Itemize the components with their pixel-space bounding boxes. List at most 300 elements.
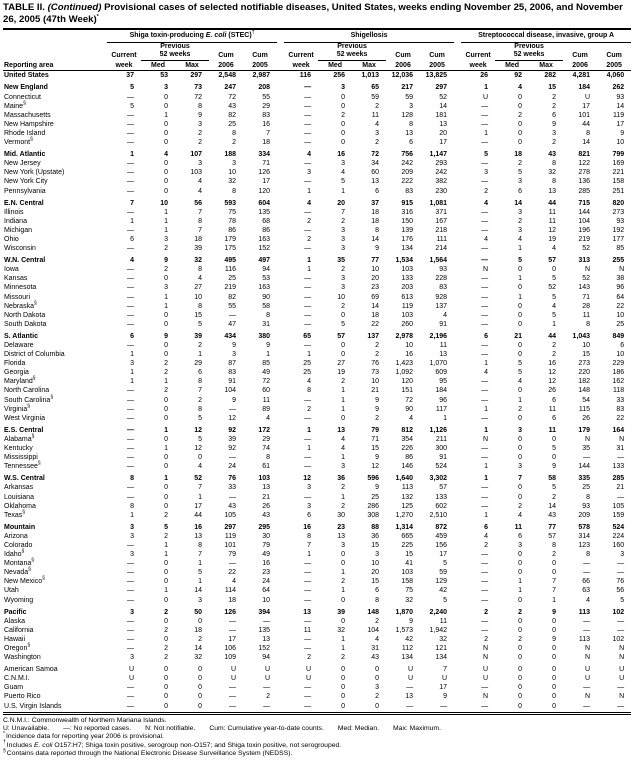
column-gap	[454, 71, 461, 81]
column-gap	[454, 577, 461, 586]
value-cell: —	[127, 187, 134, 195]
reporting-area-cell	[3, 608, 107, 617]
column-gap	[454, 453, 461, 462]
value-cell: 0	[198, 702, 202, 710]
value-cell: —	[406, 684, 414, 692]
value-cell: 2	[518, 635, 523, 643]
value-cell: 27	[194, 284, 202, 292]
column-gap	[454, 483, 461, 492]
weeks52-header: 52 weeks	[495, 51, 563, 60]
value-cell: 37	[126, 72, 134, 80]
value-cell: —	[127, 454, 134, 462]
value-cell: 0	[164, 160, 168, 168]
value-cell: 0	[164, 275, 168, 283]
value-cell: 5	[518, 360, 523, 368]
value-cell: 144	[578, 208, 591, 216]
table-row	[3, 559, 631, 568]
value-cell: 0	[164, 578, 168, 586]
value-cell: 9	[552, 635, 557, 643]
value-cell: 21	[262, 493, 271, 501]
value-cell: 0	[375, 702, 380, 710]
value-cell: 126	[258, 169, 271, 177]
value-cell: 0	[375, 666, 380, 674]
reporting-area-cell	[3, 435, 107, 444]
reporting-area-cell	[3, 293, 107, 302]
column-gap	[454, 168, 461, 177]
reporting-area-label: Tennessee	[4, 463, 38, 471]
med-header: Med	[141, 60, 175, 70]
value-cell: 11	[262, 396, 271, 404]
footnote-marker: §	[28, 566, 31, 573]
value-cell: 0	[198, 454, 202, 462]
value-cell: —	[481, 454, 489, 462]
table-row	[3, 302, 631, 311]
value-cell: 255	[612, 257, 625, 265]
column-gap	[454, 83, 461, 92]
value-cell: 32	[337, 626, 346, 634]
value-cell: 60	[371, 169, 380, 177]
reporting-area-cell	[3, 217, 107, 226]
value-cell: 135	[258, 208, 271, 216]
column-gap	[454, 293, 461, 302]
value-cell: 6	[484, 332, 489, 340]
value-cell: 1	[484, 360, 489, 368]
column-gap	[277, 435, 284, 444]
value-cell: 6	[375, 587, 380, 595]
reporting-area-label: United States	[4, 72, 49, 80]
value-cell: 76	[228, 475, 236, 483]
table-row	[3, 217, 631, 226]
reporting-area-cell	[3, 559, 107, 568]
value-cell: 2	[552, 102, 557, 110]
value-cell: 112	[401, 645, 414, 652]
column-gap	[277, 93, 284, 102]
value-cell: 6	[409, 139, 414, 147]
value-cell: 20	[337, 199, 346, 207]
column-gap	[420, 42, 454, 51]
value-cell: 0	[518, 284, 523, 292]
value-cell: 6	[198, 369, 202, 377]
value-cell: 89	[262, 405, 271, 413]
value-cell: —	[304, 293, 312, 301]
value-cell: 6	[130, 332, 134, 340]
value-cell: 8	[198, 378, 202, 386]
value-cell: 1	[443, 414, 448, 422]
footnote-marker: §	[37, 460, 41, 467]
value-cell: —	[481, 378, 489, 386]
value-cell: 12	[371, 463, 380, 471]
value-cell: 334	[258, 151, 271, 159]
value-cell: 5	[620, 596, 625, 604]
value-cell: 7	[341, 208, 346, 216]
value-cell: 1	[484, 463, 489, 471]
value-cell: —	[481, 702, 489, 710]
value-cell: —	[127, 226, 134, 234]
value-cell: 93	[439, 266, 448, 274]
value-cell: 9	[266, 342, 271, 349]
reporting-area-cell	[3, 596, 107, 605]
value-cell: 0	[552, 645, 557, 652]
current-week-header: Current	[465, 51, 491, 59]
column-gap	[454, 226, 461, 235]
reporting-area-label: Mountain	[4, 523, 36, 531]
column-gap	[277, 274, 284, 283]
table-row	[3, 244, 631, 253]
value-cell: 1	[518, 396, 523, 404]
value-cell: 2	[164, 654, 168, 662]
value-cell: 50	[194, 608, 202, 616]
reporting-area-cell	[3, 177, 107, 186]
value-cell: 2	[518, 608, 523, 616]
value-cell: U	[128, 675, 134, 683]
reporting-area-label: North Dakota	[4, 311, 46, 319]
footnote-text: Contains data reported through the National Electronic Disease Surveillance System (NEDSS).	[6, 749, 293, 757]
value-cell: —	[127, 160, 134, 168]
value-cell: 4	[484, 199, 489, 207]
value-cell: 14	[616, 102, 625, 110]
value-cell: —	[481, 502, 489, 510]
value-cell: 14	[194, 587, 202, 595]
value-cell: —	[127, 645, 134, 652]
value-cell: 25	[228, 120, 236, 128]
value-cell: —	[229, 454, 236, 462]
value-cell: U	[483, 666, 489, 674]
reporting-area-cell	[3, 414, 107, 423]
value-cell: 1	[307, 187, 312, 195]
reporting-area-label: Mississippi	[4, 454, 38, 462]
value-cell: 4	[518, 511, 523, 519]
column-gap	[277, 332, 284, 341]
value-cell: 75	[228, 208, 236, 216]
reporting-area-cell	[3, 702, 107, 711]
column-gap	[277, 235, 284, 244]
value-cell: 1	[164, 217, 168, 225]
value-cell: 55	[262, 93, 271, 101]
reporting-area-label: American Samoa	[4, 666, 58, 674]
value-cell: 2,240	[429, 608, 448, 616]
value-cell: 1	[164, 445, 168, 453]
value-cell: 93	[582, 502, 591, 510]
column-gap	[454, 626, 461, 635]
value-cell: 1	[484, 405, 489, 413]
value-cell: 106	[224, 645, 236, 652]
value-cell: 43	[548, 151, 557, 159]
value-cell: 4	[552, 302, 557, 310]
value-cell: 0	[164, 129, 168, 137]
value-cell: 3	[198, 120, 202, 128]
value-cell: —	[304, 111, 312, 119]
value-cell: 182	[578, 378, 591, 386]
value-cell: 8	[552, 160, 557, 168]
reporting-area-label: Kansas	[4, 275, 28, 283]
value-cell: 0	[518, 617, 523, 625]
value-cell: 0	[164, 560, 168, 568]
column-gap	[277, 568, 284, 577]
value-cell: 382	[435, 178, 448, 186]
value-cell: 0	[164, 405, 168, 413]
value-cell: 0	[341, 139, 346, 147]
value-cell: 119	[224, 532, 236, 540]
column-gap	[454, 653, 461, 662]
table-row	[3, 608, 631, 617]
value-cell: 0	[518, 702, 523, 710]
reporting-area-cell	[3, 626, 107, 635]
reporting-area-cell	[3, 120, 107, 129]
footnote-dagger	[3, 739, 637, 750]
value-cell: 0	[518, 596, 523, 604]
value-cell: 8	[198, 217, 202, 225]
footnote-marker: †	[3, 739, 6, 746]
value-cell: 133	[435, 493, 448, 501]
value-cell: 3	[198, 160, 202, 168]
footnotes	[3, 717, 637, 758]
reporting-area-label: Colorado	[4, 541, 33, 549]
value-cell: 8	[198, 302, 202, 310]
value-cell: —	[127, 396, 134, 404]
value-cell: —	[481, 226, 489, 234]
value-cell: 64	[262, 587, 271, 595]
value-cell: N	[619, 435, 625, 443]
value-cell: 12	[228, 414, 236, 422]
value-cell: —	[481, 320, 489, 328]
group-label: (STEC)	[226, 32, 252, 40]
value-cell: 4	[130, 257, 134, 265]
table-row	[3, 653, 631, 662]
value-cell: 273	[578, 360, 591, 368]
value-cell: —	[304, 396, 312, 404]
abbr-item: N: Not notifiable.	[145, 724, 196, 732]
value-cell: 224	[612, 532, 625, 540]
value-cell: 8	[375, 226, 380, 234]
reporting-area-label: Ohio	[4, 235, 19, 243]
value-cell: 21	[371, 387, 380, 395]
value-cell: 8	[552, 541, 557, 549]
table-row	[3, 177, 631, 186]
footnote-marker: §	[50, 394, 54, 401]
value-cell: —	[304, 178, 312, 186]
value-cell: 12	[194, 445, 202, 453]
value-cell: 3,302	[429, 475, 448, 483]
reporting-area-cell	[3, 541, 107, 550]
value-cell: 35	[582, 445, 591, 453]
value-cell: 158	[612, 178, 625, 186]
value-cell: 11	[439, 617, 448, 625]
value-cell: 92	[228, 445, 236, 453]
value-cell: 18	[371, 217, 380, 225]
value-cell: 5	[198, 569, 202, 577]
footnote-marker: §	[27, 403, 30, 410]
reporting-area-cell	[3, 359, 107, 368]
value-cell: 10	[160, 199, 168, 207]
value-cell: 7	[552, 578, 557, 586]
value-cell: 1	[518, 578, 523, 586]
value-cell: 37	[371, 199, 380, 207]
table-row	[3, 462, 631, 471]
value-cell: 105	[224, 511, 236, 519]
value-cell: 125	[401, 502, 414, 510]
column-gap	[454, 150, 461, 159]
value-cell: —	[304, 454, 312, 462]
reporting-area-label: Arizona	[4, 532, 28, 540]
value-cell: N	[585, 435, 591, 443]
value-cell: 8	[130, 475, 134, 483]
value-cell: 5	[130, 102, 134, 110]
value-cell: 1	[130, 351, 134, 359]
column-gap	[277, 644, 284, 653]
value-cell: 3	[232, 160, 236, 168]
value-cell: 295	[258, 523, 271, 531]
column-gap	[454, 368, 461, 377]
value-cell: 0	[164, 617, 168, 625]
reporting-area-cell	[3, 635, 107, 644]
value-cell: 172	[258, 426, 271, 434]
value-cell: 4	[198, 187, 202, 195]
column-gap	[454, 274, 461, 283]
value-cell: 4	[484, 369, 489, 377]
value-cell: 0	[518, 139, 523, 147]
value-cell: 1	[484, 475, 489, 483]
value-cell: 371	[435, 208, 448, 216]
value-cell: 102	[612, 635, 625, 643]
value-cell: 43	[548, 511, 557, 519]
abbr-item: Cum: Cumulative year-to-date counts.	[209, 724, 324, 732]
value-cell: 17	[228, 635, 236, 643]
reporting-area-label: Montana	[4, 560, 32, 568]
reporting-area-cell	[3, 453, 107, 462]
value-cell: —	[127, 405, 134, 413]
reporting-area-cell	[3, 483, 107, 492]
footnote-marker: §	[3, 747, 6, 754]
previous-header: Previous	[337, 42, 367, 50]
value-cell: N	[585, 654, 591, 662]
value-cell: 0	[375, 675, 380, 683]
previous-header: Previous	[160, 42, 190, 50]
column-gap	[454, 138, 461, 147]
value-cell: 5	[552, 445, 557, 453]
value-cell: 1,942	[429, 626, 448, 634]
value-cell: 5	[484, 151, 489, 159]
value-cell: 2	[484, 187, 489, 195]
column-gap	[454, 386, 461, 395]
table-row	[3, 332, 631, 341]
value-cell: 1	[266, 351, 271, 359]
value-cell: 11	[548, 208, 557, 216]
value-cell: 13	[371, 178, 380, 186]
value-cell: 1	[307, 445, 312, 453]
value-cell: 39	[194, 245, 202, 253]
value-cell: 25	[228, 275, 236, 283]
value-cell: —	[481, 102, 489, 110]
footnote-cnmi: C.N.M.I.: Commonwealth of Northern Mariana Islands.	[3, 716, 167, 724]
column-gap	[277, 683, 284, 692]
value-cell: 9	[552, 463, 557, 471]
value-cell: 122	[578, 160, 591, 168]
value-cell: 4	[552, 245, 557, 253]
value-cell: 1,013	[361, 72, 380, 80]
value-cell: 1	[164, 302, 168, 310]
column-gap	[277, 120, 284, 129]
reporting-area-cell	[3, 311, 107, 320]
value-cell: 4	[375, 635, 380, 643]
value-cell: 1,092	[395, 369, 414, 377]
value-cell: 1	[484, 84, 489, 92]
value-cell: 2	[164, 645, 168, 652]
value-cell: 57	[439, 484, 448, 492]
value-cell: 17	[582, 102, 591, 110]
value-cell: 36	[371, 532, 380, 540]
column-gap	[454, 511, 461, 520]
group-header-shigellosis	[284, 29, 454, 42]
value-cell: 593	[224, 199, 236, 207]
value-cell: 0	[341, 129, 346, 137]
value-cell: 8	[232, 129, 236, 137]
value-cell: —	[127, 311, 134, 319]
reporting-area-label: New England	[4, 84, 48, 92]
value-cell: 126	[224, 608, 236, 616]
reporting-area-label: Delaware	[4, 342, 34, 349]
reporting-area-label: Pennsylvania	[4, 187, 46, 195]
reporting-area-label: District of Columbia	[4, 351, 65, 359]
value-cell: —	[229, 405, 236, 413]
value-cell: 1	[130, 511, 134, 519]
value-cell: U	[442, 675, 448, 683]
weeks52-header: 52 weeks	[318, 51, 386, 60]
value-cell: 229	[612, 360, 625, 368]
value-cell: —	[481, 596, 489, 604]
table-row	[3, 159, 631, 168]
value-cell: U	[619, 675, 625, 683]
table-bottom-rule	[3, 712, 631, 715]
column-gap	[277, 226, 284, 235]
value-cell: 15	[582, 351, 591, 359]
value-cell: 0	[518, 684, 523, 692]
value-cell: 4	[198, 463, 202, 471]
value-cell: 43	[371, 654, 380, 662]
value-cell: 0	[518, 493, 523, 501]
value-cell: 1	[341, 587, 346, 595]
reporting-area-label: Massachusetts	[4, 111, 51, 119]
value-cell: —	[481, 578, 489, 586]
value-cell: 148	[367, 608, 380, 616]
value-cell: 83	[616, 405, 625, 413]
column-gap	[277, 71, 284, 81]
value-cell: 52	[548, 284, 557, 292]
column-gap	[454, 396, 461, 405]
value-cell: 27	[337, 360, 346, 368]
value-cell: 26	[262, 502, 271, 510]
value-cell: 3	[409, 102, 414, 110]
column-gap	[277, 83, 284, 92]
value-cell: 3	[130, 532, 134, 540]
value-cell: 25	[582, 484, 591, 492]
value-cell: —	[617, 493, 625, 501]
value-cell: 2	[518, 217, 523, 225]
table-body	[3, 71, 631, 711]
value-cell: 44	[582, 120, 591, 128]
year-2005-header: 2005	[420, 60, 454, 70]
value-cell: 159	[612, 511, 625, 519]
value-cell: 43	[228, 502, 236, 510]
value-cell: 0	[341, 617, 346, 625]
value-cell: —	[304, 560, 312, 568]
value-cell: 11	[548, 217, 557, 225]
value-cell: 8	[198, 405, 202, 413]
column-gap	[277, 208, 284, 217]
column-gap	[277, 386, 284, 395]
value-cell: 2,978	[395, 332, 414, 340]
value-cell: 196	[578, 226, 591, 234]
value-cell: U	[408, 675, 414, 683]
